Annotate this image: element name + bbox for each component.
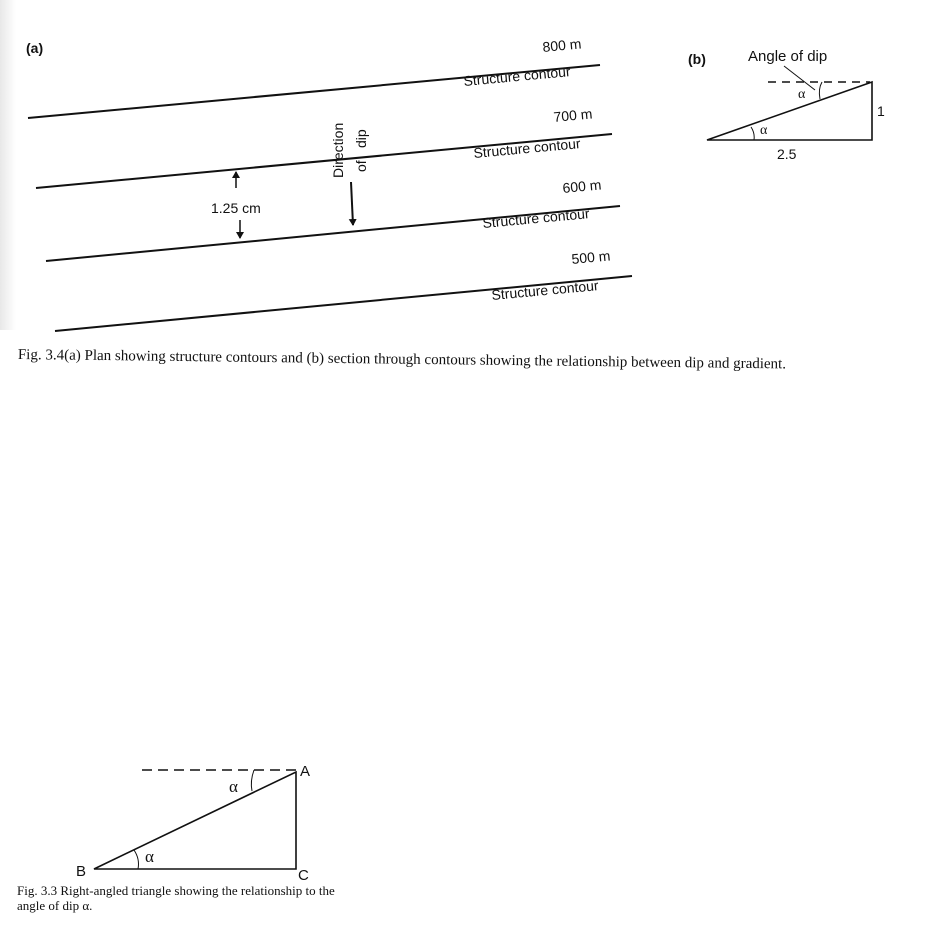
upper-angle-arc xyxy=(819,82,822,99)
vertex-b-label: B xyxy=(76,863,87,880)
angle-of-dip-label: Angle of dip xyxy=(748,48,828,65)
contour-elevation: 500 m xyxy=(570,247,612,267)
right-triangle xyxy=(94,772,296,869)
height-label: 1 xyxy=(877,103,885,119)
lower-angle-arc xyxy=(134,850,139,869)
fig-3-3-caption-line2: angle of dip α. xyxy=(17,898,93,913)
contour-elevation: 700 m xyxy=(552,105,594,125)
fig-3-4-caption: Fig. 3.4(a) Plan showing structure contours and (b) section through contours showing the relationship between dip and gradient. xyxy=(17,346,787,373)
contour-label-500 xyxy=(491,247,611,303)
of-text: of xyxy=(353,160,369,172)
vertex-a-label: A xyxy=(300,763,311,780)
spacing-label: 1.25 cm xyxy=(211,200,261,216)
contour-label-600 xyxy=(482,176,602,231)
contour-label-800 xyxy=(463,35,582,89)
alpha-upper: α xyxy=(229,777,238,796)
lower-angle-arc xyxy=(751,127,754,140)
panel-a-label: (a) xyxy=(26,40,44,56)
dip-direction-indicator xyxy=(330,123,369,225)
contour-name: Structure contour xyxy=(472,135,582,161)
contour-name: Structure contour xyxy=(462,63,572,89)
contour-elevation: 600 m xyxy=(561,176,603,196)
spacing-indicator xyxy=(211,172,261,238)
direction-text: Direction xyxy=(330,122,346,178)
alpha-upper: α xyxy=(798,87,806,102)
alpha-lower: α xyxy=(145,847,154,866)
dip-text: dip xyxy=(353,129,369,148)
vertex-c-label: C xyxy=(298,867,309,884)
fig-3-3-triangle xyxy=(76,763,310,884)
upper-angle-arc xyxy=(251,770,254,791)
contour-label-700 xyxy=(473,105,593,161)
contour-name: Structure contour xyxy=(490,277,600,303)
dip-triangle xyxy=(707,82,872,140)
fig-3-3-caption xyxy=(17,883,397,913)
fig-3-3-caption-line1: Fig. 3.3 Right-angled triangle showing the relationship to the xyxy=(17,883,335,898)
alpha-lower: α xyxy=(760,123,768,138)
fig-3-4a-plan xyxy=(26,35,632,331)
dip-arrow xyxy=(351,182,353,225)
contour-elevation: 800 m xyxy=(541,35,583,55)
fig-3-4b-section xyxy=(688,48,885,162)
contour-name: Structure contour xyxy=(481,205,591,231)
panel-b-label: (b) xyxy=(688,51,706,67)
base-length-label: 2.5 xyxy=(777,146,797,162)
